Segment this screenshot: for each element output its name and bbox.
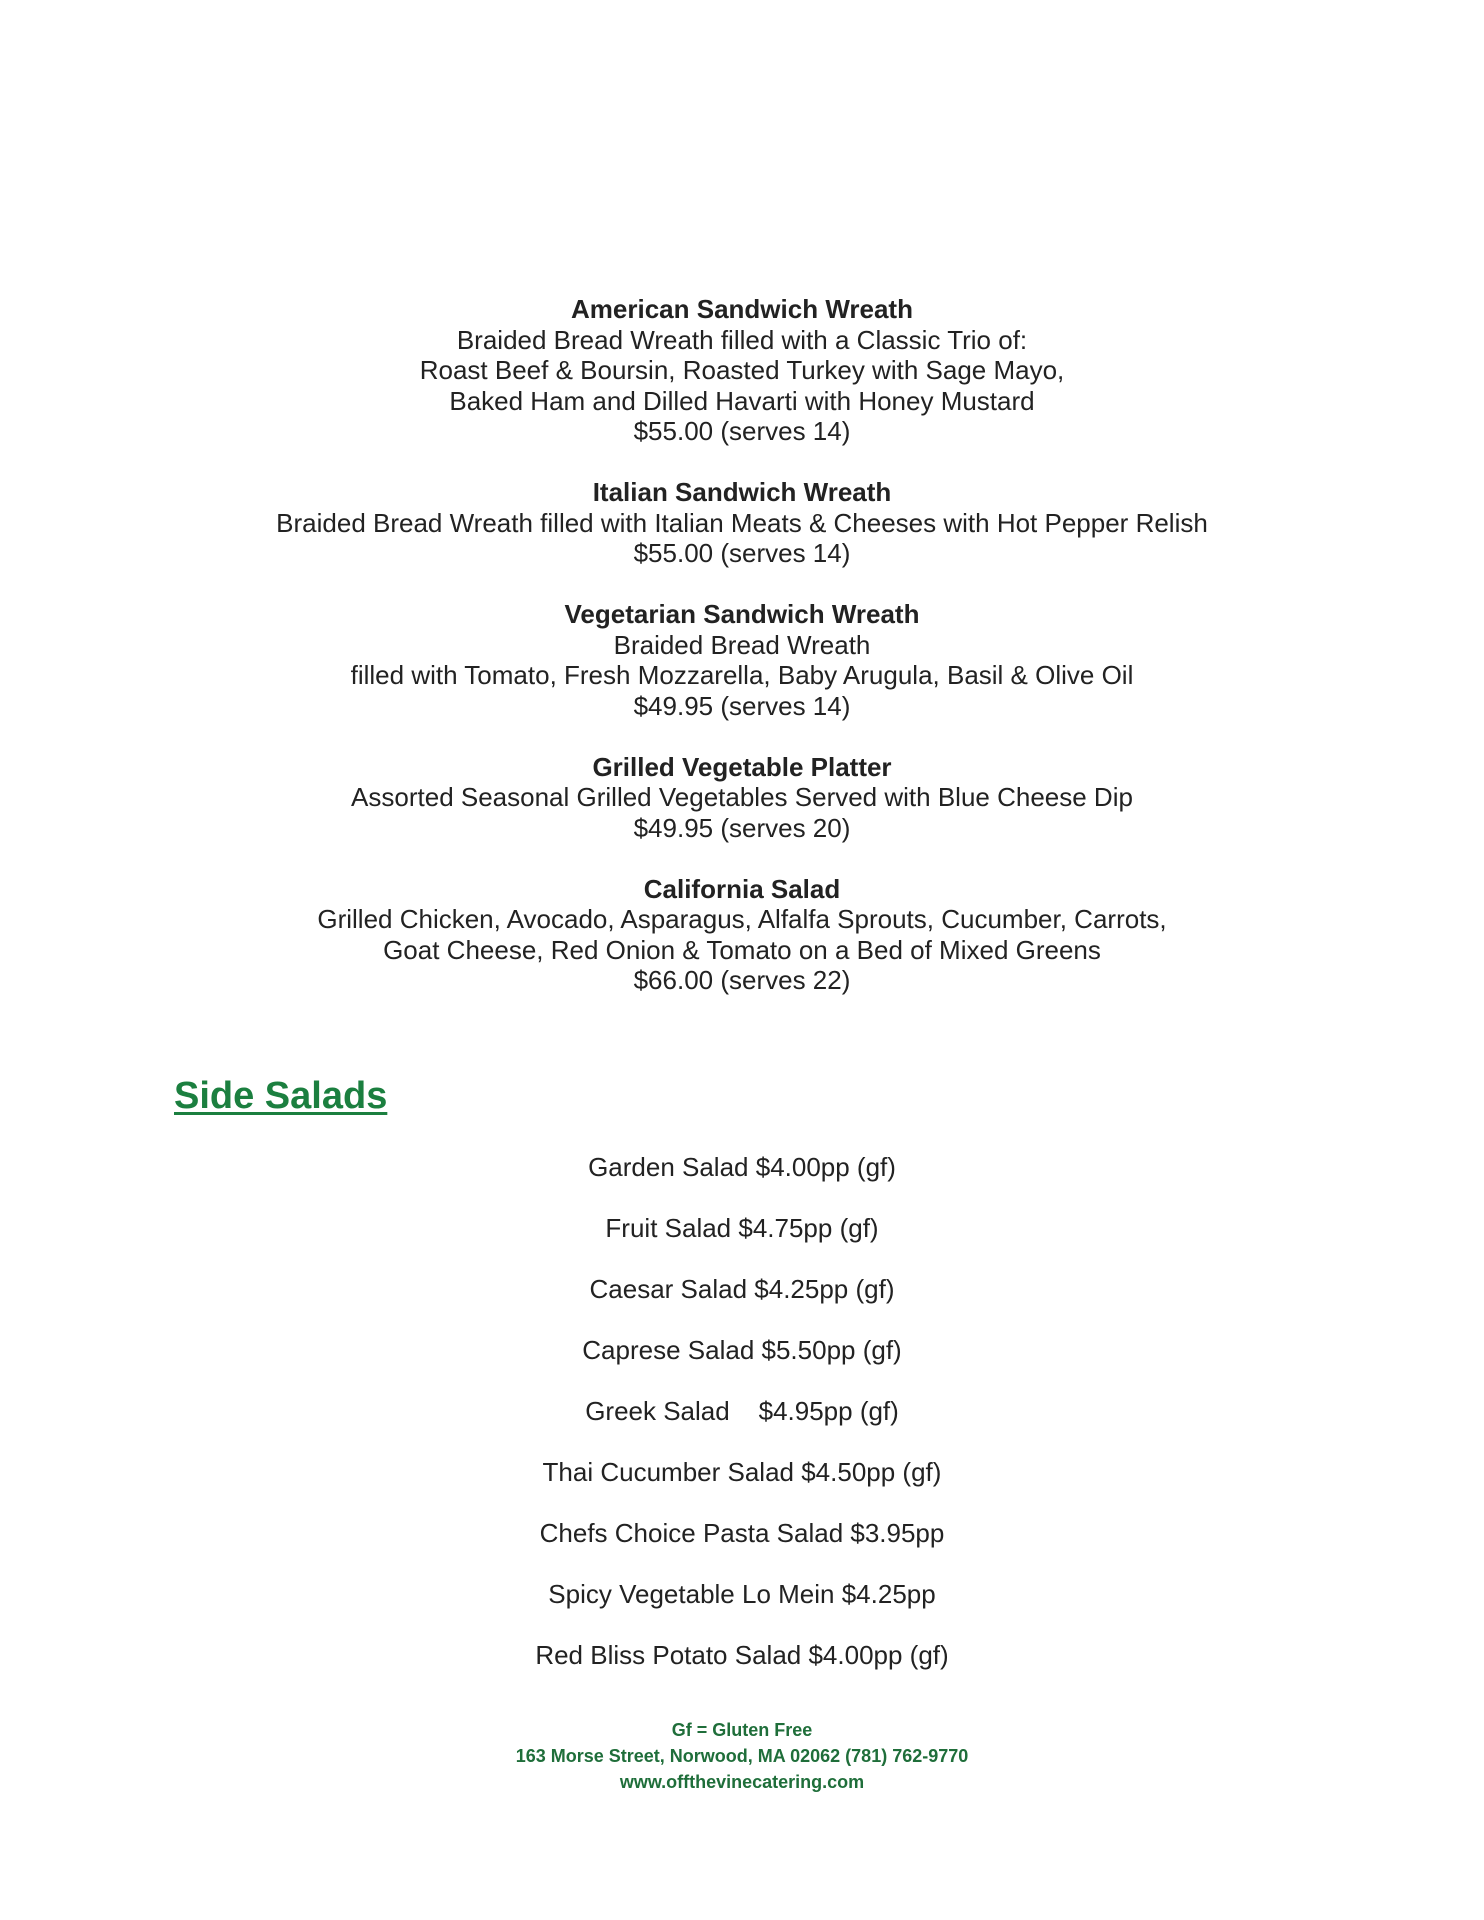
menu-item-title: Grilled Vegetable Platter: [592, 751, 892, 782]
menu-item-price: $55.00 (serves 14): [633, 416, 851, 446]
menu-item-description: Baked Ham and Dilled Havarti with Honey Mustard: [449, 385, 1035, 416]
menu-item-price: $49.95 (serves 20): [633, 812, 851, 843]
footer: [0, 1717, 1484, 1795]
menu-item-description: Roast Beef & Boursin, Roasted Turkey with Sage Mayo,: [419, 355, 1065, 385]
side-salad-item: Greek Salad $4.95pp (gf): [585, 1396, 899, 1426]
menu-item-description: Goat Cheese, Red Onion & Tomato on a Bed of Mixed Greens: [383, 934, 1101, 965]
menu-item-description: Assorted Seasonal Grilled Vegetables Served with Blue Cheese Dip: [351, 782, 1133, 812]
menu-item-description: Braided Bread Wreath: [613, 629, 871, 660]
gluten-free-legend: Gf = Gluten Free: [671, 1720, 813, 1740]
menu-item-title: Italian Sandwich Wreath: [592, 477, 892, 507]
footer-website: www.offthevinecatering.com: [619, 1772, 865, 1792]
side-salad-item: Fruit Salad $4.75pp (gf): [605, 1213, 879, 1243]
menu-item-title: American Sandwich Wreath: [571, 294, 913, 324]
menu-item: [0, 477, 1484, 569]
side-salad-item: Garden Salad $4.00pp (gf): [588, 1152, 896, 1182]
menu-item-price: $49.95 (serves 14): [633, 690, 851, 721]
menu-items-list: [0, 294, 1484, 1026]
menu-item-title: California Salad: [643, 873, 841, 904]
menu-item-price: $66.00 (serves 22): [633, 965, 851, 995]
side-salad-item: Chefs Choice Pasta Salad $3.95pp: [539, 1518, 945, 1548]
menu-item: [0, 599, 1484, 721]
side-salad-item: Thai Cucumber Salad $4.50pp (gf): [542, 1457, 942, 1487]
side-salads-list: [0, 1152, 1484, 1701]
menu-item-description: filled with Tomato, Fresh Mozzarella, Baby Arugula, Basil & Olive Oil: [350, 660, 1134, 690]
footer-address: 163 Morse Street, Norwood, MA 02062 (781) 762-9770: [515, 1746, 969, 1766]
side-salad-item: Red Bliss Potato Salad $4.00pp (gf): [535, 1640, 949, 1670]
side-salad-item: Caesar Salad $4.25pp (gf): [589, 1274, 895, 1304]
menu-item: [0, 874, 1484, 996]
menu-item-description: Braided Bread Wreath filled with Italian Meats & Cheeses with Hot Pepper Relish: [276, 507, 1208, 538]
menu-item-description: Grilled Chicken, Avocado, Asparagus, Alfalfa Sprouts, Cucumber, Carrots,: [317, 904, 1167, 934]
menu-item-price: $55.00 (serves 14): [633, 538, 851, 568]
menu-item: [0, 294, 1484, 447]
side-salads-heading: Side Salads: [174, 1075, 388, 1117]
menu-item: [0, 752, 1484, 844]
menu-item-title: Vegetarian Sandwich Wreath: [564, 599, 920, 629]
side-salad-item: Spicy Vegetable Lo Mein $4.25pp: [548, 1579, 936, 1609]
menu-item-description: Braided Bread Wreath filled with a Classic Trio of:: [456, 324, 1028, 355]
side-salad-item: Caprese Salad $5.50pp (gf): [582, 1335, 902, 1365]
